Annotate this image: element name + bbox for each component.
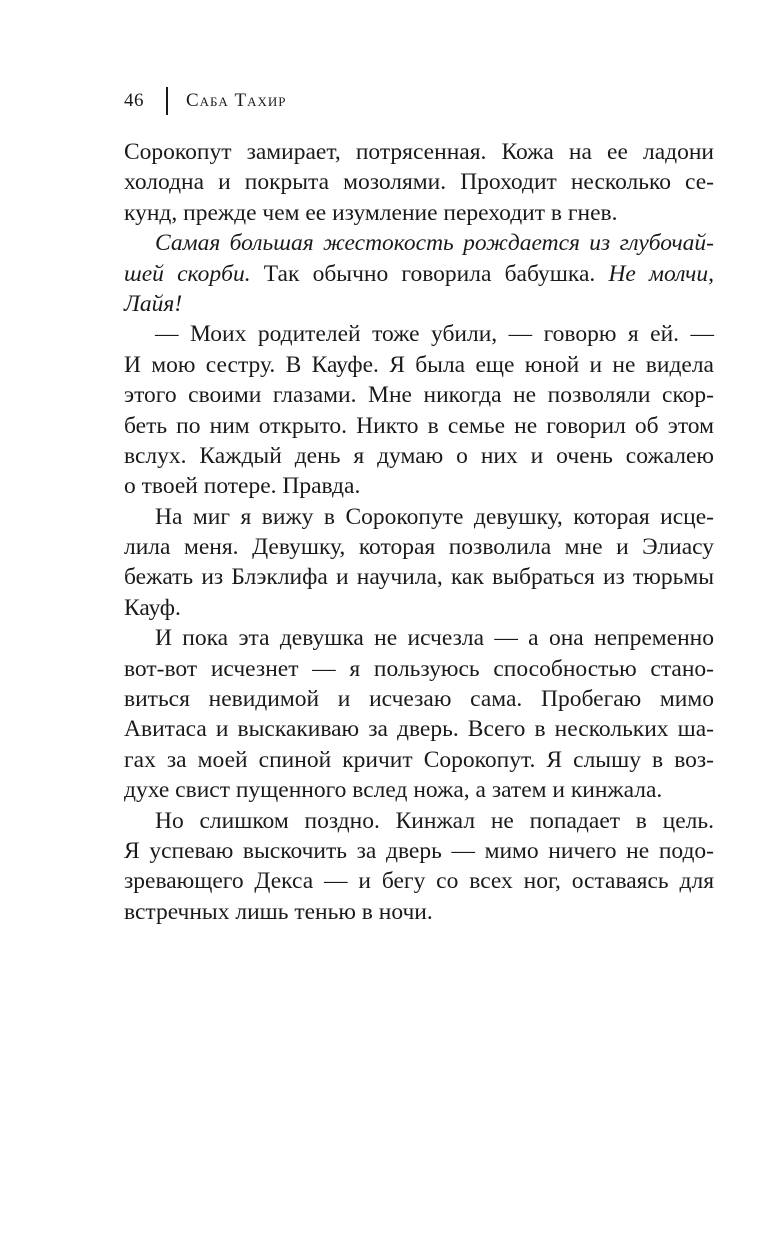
- text-line: вслух. Каждый день я думаю о них и очень сожалею: [124, 442, 714, 469]
- text-line: лила меня. Девушку, которая позволила мне и Элиасу: [124, 534, 714, 561]
- text-line-mixed: [124, 259, 714, 289]
- text-line: духе свист пущенного вслед ножа, а затем и кинжала.: [124, 777, 663, 804]
- text-line: о твоей потере. Правда.: [124, 473, 361, 500]
- text-line: Я успеваю выскочить за дверь — мимо ничего не подо-: [124, 837, 714, 864]
- author-name: Саба Тахир: [186, 90, 287, 111]
- text-line: беть по ним открыто. Никто в семье не говорил об этом: [124, 412, 714, 439]
- text-line: вот-вот исчезнет — я пользуюсь способностью стано-: [124, 655, 714, 682]
- italic-fragment: шей скорби.: [124, 260, 251, 287]
- text-line: гах за моей спиной кричит Сорокопут. Я слышу в воз-: [124, 746, 714, 773]
- text-line: встречных лишь тенью в ночи.: [124, 898, 433, 925]
- text-line: И мою сестру. В Кауфе. Я была еще юной и не видела: [124, 351, 714, 378]
- text-line: — Моих родителей тоже убили, — говорю я ей. —: [155, 321, 714, 348]
- text-line: зревающего Декса — и бегу со всех ног, оставаясь для: [124, 868, 714, 895]
- body-text: [124, 137, 714, 927]
- text-line-italic: Самая большая жестокость рождается из глубочай-: [155, 230, 714, 257]
- roman-fragment: Так обычно говорила бабушка.: [250, 260, 609, 287]
- text-line-italic: Лайя!: [124, 290, 183, 317]
- header-divider: [166, 87, 168, 115]
- text-line: кунд, прежде чем ее изумление переходит в гнев.: [124, 199, 618, 226]
- page-number: 46: [124, 90, 144, 111]
- text-line: Сорокопут замирает, потрясенная. Кожа на ее ладони: [124, 139, 714, 165]
- running-head: [124, 86, 287, 116]
- text-line: На миг я вижу в Сорокопуте девушку, которая исце-: [155, 503, 714, 530]
- text-line: этого своими глазами. Мне никогда не позволяли скор-: [124, 382, 714, 409]
- text-line: Авитаса и выскакиваю за дверь. Всего в нескольких ша-: [124, 716, 714, 743]
- text-line: бежать из Блэклифа и научила, как выбраться из тюрьмы: [124, 564, 714, 591]
- text-line: виться невидимой и исчезаю сама. Пробегаю мимо: [124, 686, 714, 713]
- text-line: Но слишком поздно. Кинжал не попадает в цель.: [155, 807, 714, 834]
- text-line: холодна и покрыта мозолями. Проходит несколько се-: [124, 169, 714, 196]
- italic-fragment: Не молчи,: [608, 260, 714, 287]
- text-line: И пока эта девушка не исчезла — а она непременно: [155, 625, 714, 652]
- text-line: Кауф.: [124, 594, 181, 621]
